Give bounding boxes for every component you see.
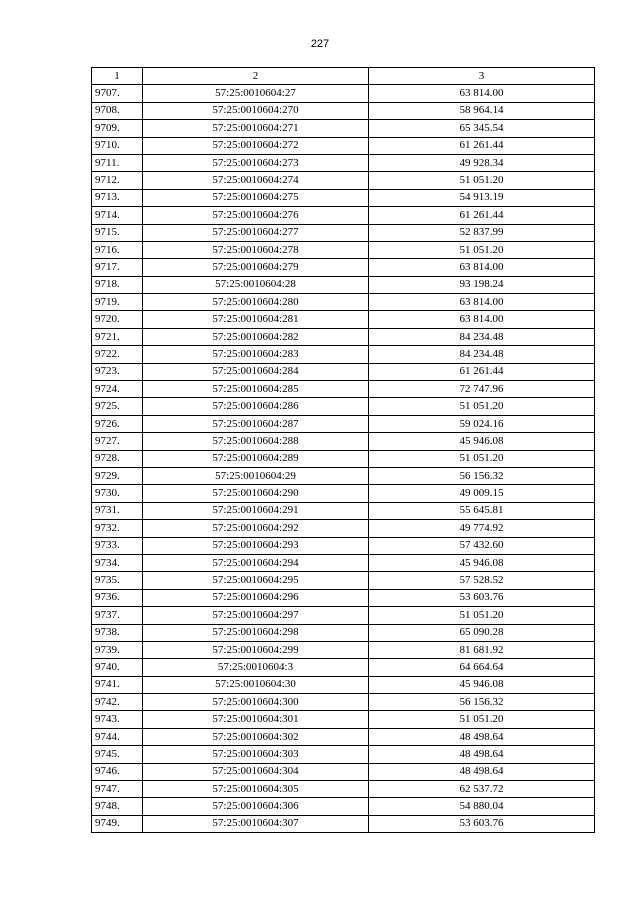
cadastral-code-cell: 57:25:0010604:282: [143, 328, 369, 345]
value-cell: 65 090.28: [369, 624, 595, 641]
table-row: [92, 207, 595, 224]
row-number-cell: 9728.: [92, 450, 143, 467]
table-row: [92, 433, 595, 450]
row-number-cell: 9749.: [92, 815, 143, 832]
table-row: [92, 172, 595, 189]
table-row: [92, 224, 595, 241]
table-row: [92, 328, 595, 345]
table-row: [92, 763, 595, 780]
cadastral-code-cell: 57:25:0010604:280: [143, 294, 369, 311]
table-row: [92, 85, 595, 102]
row-number-cell: 9745.: [92, 746, 143, 763]
cadastral-code-cell: 57:25:0010604:28: [143, 276, 369, 293]
table-row: [92, 781, 595, 798]
row-number-cell: 9716.: [92, 241, 143, 258]
value-cell: 45 946.08: [369, 554, 595, 571]
row-number-cell: 9707.: [92, 85, 143, 102]
value-cell: 81 681.92: [369, 641, 595, 658]
row-number-cell: 9718.: [92, 276, 143, 293]
value-cell: 45 946.08: [369, 433, 595, 450]
table-row: [92, 294, 595, 311]
table-row: [92, 694, 595, 711]
cadastral-code-cell: 57:25:0010604:3: [143, 659, 369, 676]
table-row: [92, 276, 595, 293]
value-cell: 54 913.19: [369, 189, 595, 206]
cadastral-code-cell: 57:25:0010604:296: [143, 589, 369, 606]
row-number-cell: 9747.: [92, 781, 143, 798]
row-number-cell: 9732.: [92, 520, 143, 537]
cadastral-code-cell: 57:25:0010604:30: [143, 676, 369, 693]
cadastral-code-cell: 57:25:0010604:290: [143, 485, 369, 502]
cadastral-code-cell: 57:25:0010604:283: [143, 346, 369, 363]
cadastral-code-cell: 57:25:0010604:287: [143, 415, 369, 432]
table-row: [92, 311, 595, 328]
cadastral-code-cell: 57:25:0010604:285: [143, 381, 369, 398]
value-cell: 61 261.44: [369, 137, 595, 154]
cadastral-code-cell: 57:25:0010604:299: [143, 641, 369, 658]
table-row: [92, 728, 595, 745]
row-number-cell: 9741.: [92, 676, 143, 693]
value-cell: 63 814.00: [369, 259, 595, 276]
row-number-cell: 9742.: [92, 694, 143, 711]
table-row: [92, 624, 595, 641]
row-number-cell: 9725.: [92, 398, 143, 415]
value-cell: 84 234.48: [369, 328, 595, 345]
row-number-cell: 9712.: [92, 172, 143, 189]
value-cell: 84 234.48: [369, 346, 595, 363]
value-cell: 53 603.76: [369, 589, 595, 606]
row-number-cell: 9729.: [92, 467, 143, 484]
data-table: [91, 67, 595, 833]
value-cell: 63 814.00: [369, 85, 595, 102]
value-cell: 51 051.20: [369, 450, 595, 467]
cadastral-code-cell: 57:25:0010604:297: [143, 607, 369, 624]
cadastral-code-cell: 57:25:0010604:279: [143, 259, 369, 276]
row-number-cell: 9737.: [92, 607, 143, 624]
value-cell: 57 432.60: [369, 537, 595, 554]
value-cell: 64 664.64: [369, 659, 595, 676]
value-cell: 49 009.15: [369, 485, 595, 502]
cadastral-code-cell: 57:25:0010604:284: [143, 363, 369, 380]
table-row: [92, 537, 595, 554]
cadastral-code-cell: 57:25:0010604:298: [143, 624, 369, 641]
cadastral-code-cell: 57:25:0010604:274: [143, 172, 369, 189]
row-number-cell: 9708.: [92, 102, 143, 119]
table-row: [92, 154, 595, 171]
table-row: [92, 798, 595, 815]
cadastral-code-cell: 57:25:0010604:294: [143, 554, 369, 571]
cadastral-code-cell: 57:25:0010604:286: [143, 398, 369, 415]
column-header-value: 3: [369, 68, 595, 85]
row-number-cell: 9715.: [92, 224, 143, 241]
table-header: [92, 68, 595, 85]
table-row: [92, 346, 595, 363]
cadastral-code-cell: 57:25:0010604:292: [143, 520, 369, 537]
table-row: [92, 520, 595, 537]
cadastral-code-cell: 57:25:0010604:270: [143, 102, 369, 119]
row-number-cell: 9717.: [92, 259, 143, 276]
cadastral-code-cell: 57:25:0010604:272: [143, 137, 369, 154]
row-number-cell: 9724.: [92, 381, 143, 398]
value-cell: 59 024.16: [369, 415, 595, 432]
value-cell: 48 498.64: [369, 763, 595, 780]
header-row: [92, 68, 595, 85]
value-cell: 61 261.44: [369, 207, 595, 224]
cadastral-code-cell: 57:25:0010604:273: [143, 154, 369, 171]
value-cell: 54 880.04: [369, 798, 595, 815]
column-header-number: 1: [92, 68, 143, 85]
value-cell: 57 528.52: [369, 572, 595, 589]
value-cell: 49 928.34: [369, 154, 595, 171]
row-number-cell: 9733.: [92, 537, 143, 554]
value-cell: 52 837.99: [369, 224, 595, 241]
row-number-cell: 9730.: [92, 485, 143, 502]
row-number-cell: 9714.: [92, 207, 143, 224]
value-cell: 51 051.20: [369, 607, 595, 624]
row-number-cell: 9713.: [92, 189, 143, 206]
table-row: [92, 641, 595, 658]
value-cell: 63 814.00: [369, 311, 595, 328]
cadastral-code-cell: 57:25:0010604:276: [143, 207, 369, 224]
value-cell: 56 156.32: [369, 467, 595, 484]
table-row: [92, 363, 595, 380]
value-cell: 53 603.76: [369, 815, 595, 832]
table-row: [92, 554, 595, 571]
value-cell: 51 051.20: [369, 241, 595, 258]
row-number-cell: 9723.: [92, 363, 143, 380]
value-cell: 58 964.14: [369, 102, 595, 119]
table-row: [92, 711, 595, 728]
cadastral-code-cell: 57:25:0010604:300: [143, 694, 369, 711]
row-number-cell: 9740.: [92, 659, 143, 676]
table-row: [92, 659, 595, 676]
table-row: [92, 572, 595, 589]
value-cell: 49 774.92: [369, 520, 595, 537]
value-cell: 56 156.32: [369, 694, 595, 711]
table-row: [92, 102, 595, 119]
column-header-cadastral-code: 2: [143, 68, 369, 85]
row-number-cell: 9744.: [92, 728, 143, 745]
value-cell: 51 051.20: [369, 398, 595, 415]
value-cell: 65 345.54: [369, 120, 595, 137]
table-row: [92, 241, 595, 258]
table-row: [92, 607, 595, 624]
row-number-cell: 9743.: [92, 711, 143, 728]
cadastral-code-cell: 57:25:0010604:289: [143, 450, 369, 467]
table-row: [92, 398, 595, 415]
value-cell: 45 946.08: [369, 676, 595, 693]
table-row: [92, 259, 595, 276]
table-row: [92, 450, 595, 467]
table-row: [92, 120, 595, 137]
table-row: [92, 467, 595, 484]
cadastral-code-cell: 57:25:0010604:295: [143, 572, 369, 589]
value-cell: 93 198.24: [369, 276, 595, 293]
row-number-cell: 9722.: [92, 346, 143, 363]
cadastral-code-cell: 57:25:0010604:277: [143, 224, 369, 241]
cadastral-code-cell: 57:25:0010604:304: [143, 763, 369, 780]
table-row: [92, 676, 595, 693]
table-row: [92, 746, 595, 763]
table-row: [92, 415, 595, 432]
table-row: [92, 189, 595, 206]
table-row: [92, 589, 595, 606]
value-cell: 61 261.44: [369, 363, 595, 380]
cadastral-code-cell: 57:25:0010604:281: [143, 311, 369, 328]
row-number-cell: 9734.: [92, 554, 143, 571]
row-number-cell: 9731.: [92, 502, 143, 519]
cadastral-code-cell: 57:25:0010604:307: [143, 815, 369, 832]
table-row: [92, 381, 595, 398]
value-cell: 72 747.96: [369, 381, 595, 398]
page-number: 227: [310, 38, 330, 50]
row-number-cell: 9711.: [92, 154, 143, 171]
value-cell: 51 051.20: [369, 711, 595, 728]
table-row: [92, 815, 595, 832]
value-cell: 48 498.64: [369, 728, 595, 745]
cadastral-code-cell: 57:25:0010604:306: [143, 798, 369, 815]
cadastral-code-cell: 57:25:0010604:303: [143, 746, 369, 763]
row-number-cell: 9739.: [92, 641, 143, 658]
cadastral-code-cell: 57:25:0010604:29: [143, 467, 369, 484]
table-body: [92, 85, 595, 833]
row-number-cell: 9710.: [92, 137, 143, 154]
row-number-cell: 9735.: [92, 572, 143, 589]
cadastral-code-cell: 57:25:0010604:293: [143, 537, 369, 554]
cadastral-code-cell: 57:25:0010604:291: [143, 502, 369, 519]
cadastral-code-cell: 57:25:0010604:271: [143, 120, 369, 137]
table-row: [92, 137, 595, 154]
row-number-cell: 9719.: [92, 294, 143, 311]
cadastral-code-cell: 57:25:0010604:301: [143, 711, 369, 728]
table-row: [92, 502, 595, 519]
row-number-cell: 9721.: [92, 328, 143, 345]
cadastral-code-cell: 57:25:0010604:27: [143, 85, 369, 102]
value-cell: 63 814.00: [369, 294, 595, 311]
cadastral-code-cell: 57:25:0010604:302: [143, 728, 369, 745]
value-cell: 55 645.81: [369, 502, 595, 519]
row-number-cell: 9720.: [92, 311, 143, 328]
row-number-cell: 9738.: [92, 624, 143, 641]
value-cell: 62 537.72: [369, 781, 595, 798]
row-number-cell: 9736.: [92, 589, 143, 606]
row-number-cell: 9746.: [92, 763, 143, 780]
table-row: [92, 485, 595, 502]
cadastral-code-cell: 57:25:0010604:288: [143, 433, 369, 450]
row-number-cell: 9727.: [92, 433, 143, 450]
row-number-cell: 9726.: [92, 415, 143, 432]
cadastral-code-cell: 57:25:0010604:278: [143, 241, 369, 258]
value-cell: 48 498.64: [369, 746, 595, 763]
row-number-cell: 9748.: [92, 798, 143, 815]
value-cell: 51 051.20: [369, 172, 595, 189]
cadastral-code-cell: 57:25:0010604:275: [143, 189, 369, 206]
row-number-cell: 9709.: [92, 120, 143, 137]
cadastral-code-cell: 57:25:0010604:305: [143, 781, 369, 798]
